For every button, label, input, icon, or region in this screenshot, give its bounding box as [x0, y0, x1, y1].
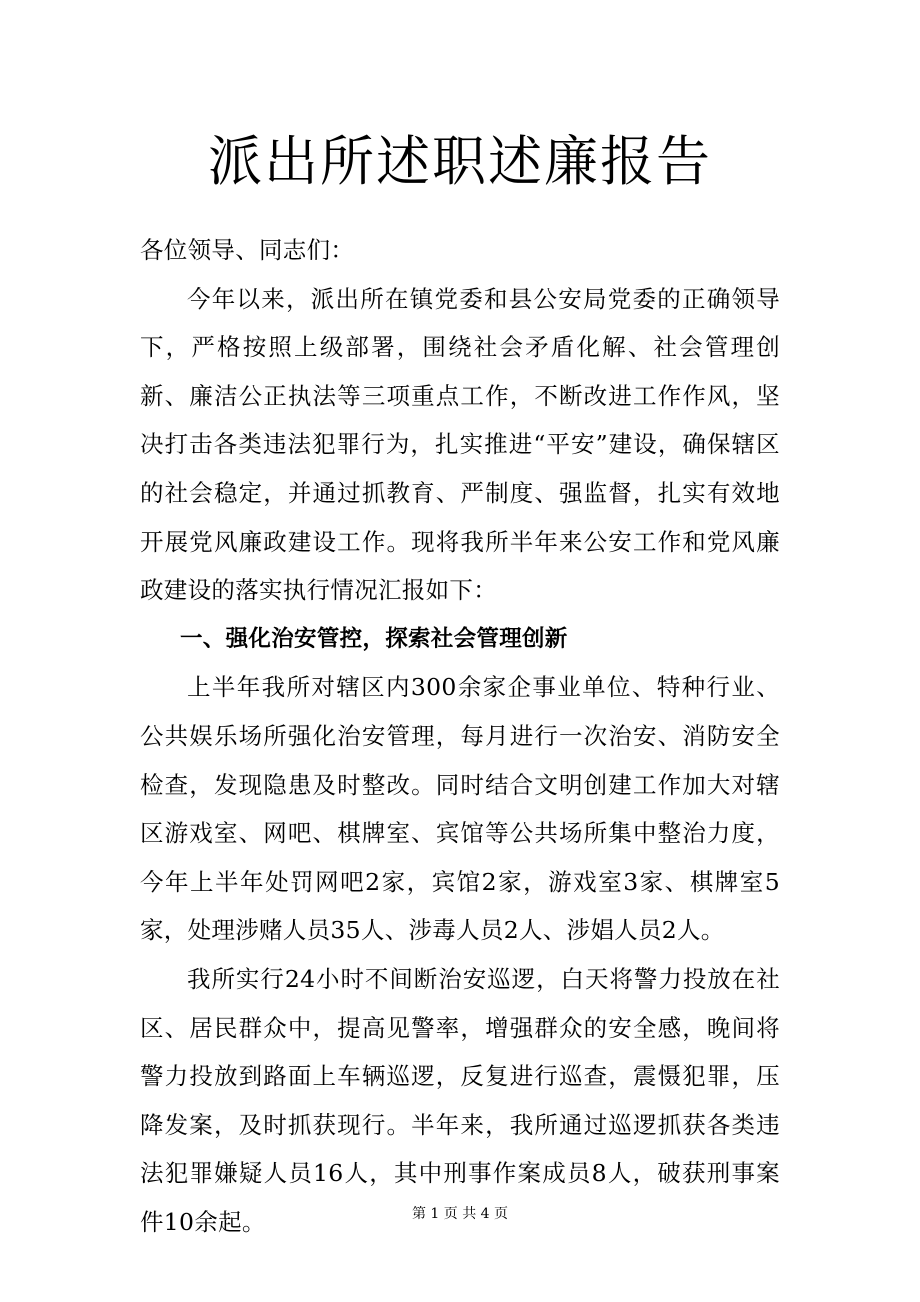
document-body	[140, 226, 780, 1246]
section-heading: 一、强化治安管控，探索社会管理创新	[180, 625, 568, 652]
intro-paragraph: 今年以来，派出所在镇党委和县公安局党委的正确领导下，严格按照上级部署，围绕社会矛盾化解、社会管理创新、廉洁公正执法等三项重点工作，不断改进工作作风，坚决打击各类违法犯罪行为，扎实推进“平安”建设，确保辖区的社会稳定，并通过抓教育、严制度、强监督，扎实有效地开展党风廉政建设工作。现将我所半年来公安工作和党风廉政建设的落实执行情况汇报如下：	[140, 284, 780, 605]
salutation: 各位领导、同志们：	[140, 236, 355, 264]
page-footer: 第 1 页 共 4 页	[411, 1206, 509, 1222]
section-paragraph-2: 我所实行24小时不间断治安巡逻，白天将警力投放在社区、居民群众中，提高见警率，增强群众的安全感，晚间将警力投放到路面上车辆巡逻，反复进行巡查，震慑犯罪，压降发案，及时抓获现行。半年来，我所通过巡逻抓获各类违法犯罪嫌疑人员16人，其中刑事作案成员8人，破获刑事案件10余起。	[140, 964, 780, 1236]
document-title: 派出所述职述廉报告	[208, 130, 712, 193]
section-paragraph-1: 上半年我所对辖区内300余家企事业单位、特种行业、公共娱乐场所强化治安管理，每月进行一次治安、消防安全检查，发现隐患及时整改。同时结合文明创建工作加大对辖区游戏室、网吧、棋牌室、宾馆等公共场所集中整治力度，今年上半年处罚网吧2家，宾馆2家，游戏室3家、棋牌室5家，处理涉赌人员35人、涉毒人员2人、涉娼人员2人。	[140, 673, 780, 945]
